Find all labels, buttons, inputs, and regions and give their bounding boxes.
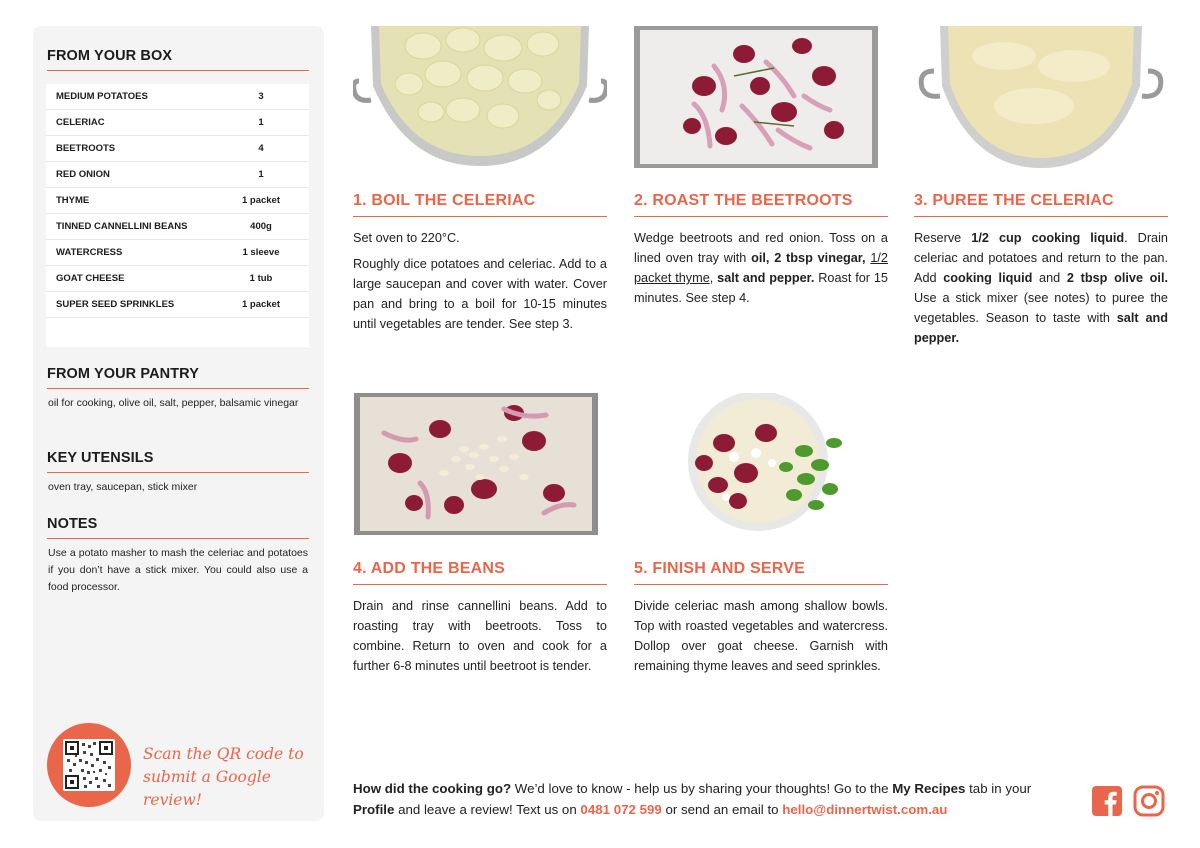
utensils-title: KEY UTENSILS [47, 450, 154, 466]
ingredient-row [46, 214, 309, 240]
my-recipes-label: My Recipes [892, 781, 966, 796]
facebook-icon[interactable] [1091, 785, 1123, 817]
sidebar [33, 26, 324, 821]
ingredient-qty: 3 [258, 91, 264, 102]
ingredient-name: RED ONION [56, 169, 110, 180]
instagram-icon[interactable] [1133, 785, 1165, 817]
ingredient-qty: 1 tub [249, 273, 273, 284]
step-2-title: 2. ROAST THE BEETROOTS [634, 192, 853, 209]
divider [353, 584, 607, 585]
bold-ingredient: 1/2 cup cooking liquid [971, 231, 1125, 245]
phone-link[interactable]: 0481 072 599 [580, 802, 662, 817]
divider [353, 216, 607, 217]
ingredient-row [46, 292, 309, 318]
step-4-title: 4. ADD THE BEANS [353, 560, 505, 577]
ingredient-name: SUPER SEED SPRINKLES [56, 299, 175, 310]
step-2-body [634, 228, 888, 314]
bold-ingredient: 2 tbsp olive oil. [1066, 271, 1168, 285]
step-4-para: Drain and rinse cannellini beans. Add to roasting tray with beetroots. Toss to combine. Return to oven and cook for a further 6-8 minutes until beetroot is tender. [353, 599, 607, 673]
notes-text: Use a potato masher to mash the celeriac and potatoes if you don’t have a stick mixer. You could also use a food processor. [48, 547, 308, 593]
bold-ingredient: salt and pepper. [717, 271, 815, 285]
ingredient-qty: 1 packet [241, 299, 281, 310]
underlined-ingredient: 1/2 packet thyme [634, 251, 888, 285]
divider [47, 70, 309, 71]
step-1-para: Set oven to 220°C. [353, 231, 460, 245]
ingredient-name: TINNED CANNELLINI BEANS [56, 221, 188, 232]
text-run: We’d love to know - help us by sharing your thoughts! Go to the [511, 781, 893, 796]
text-run: and [1032, 271, 1067, 285]
celeriac-puree-photo [914, 26, 1168, 168]
ingredient-qty: 400g [250, 221, 272, 232]
text-run: and leave a review! Text us on [394, 802, 581, 817]
divider [634, 216, 888, 217]
ingredient-qty: 4 [258, 143, 264, 154]
step-1-para: Roughly dice potatoes and celeriac. Add to a large saucepan and cover with water. Cover pan and bring to a boil for 10-15 minutes until vegetables are tender. See step 3. [353, 257, 607, 331]
ingredient-row [46, 136, 309, 162]
ingredient-row [46, 188, 309, 214]
step-5-para: Divide celeriac mash among shallow bowls. Top with roasted vegetables and watercress. Dollop over goat cheese. Garnish with remaining thyme leaves and seed sprinkles. [634, 599, 888, 673]
bold-ingredient: salt and pepper. [914, 311, 1169, 345]
pantry-title: FROM YOUR PANTRY [47, 366, 199, 382]
ingredient-row [46, 266, 309, 292]
divider [47, 472, 309, 473]
divider [47, 388, 309, 389]
text-run: , [709, 271, 718, 285]
text-run: Wedge beetroots and red onion. Toss on a lined oven tray with [634, 231, 888, 265]
text-run: Use a stick mixer (see notes) to puree the vegetables. Season to taste with [914, 291, 1168, 325]
qr-review-note: Scan the QR code to submit a Google review! [143, 745, 304, 809]
finished-dish-photo [634, 393, 878, 535]
text-run: Roast for 15 minutes. See step 4. [634, 271, 888, 305]
ingredient-row [46, 110, 309, 136]
text-run: Reserve [914, 231, 972, 245]
step-1-body [353, 228, 607, 340]
ingredient-row [46, 162, 309, 188]
feedback-footer [353, 778, 1073, 820]
text-run: or send an email to [661, 802, 783, 817]
step-5-title: 5. FINISH AND SERVE [634, 560, 805, 577]
footer-question: How did the cooking go? [353, 781, 512, 796]
profile-label: Profile [353, 802, 395, 817]
divider [914, 216, 1168, 217]
ingredient-name: MEDIUM POTATOES [56, 91, 148, 102]
ingredient-qty: 1 sleeve [242, 247, 280, 258]
roast-beetroots-photo [634, 26, 878, 168]
email-link[interactable]: hello@dinnertwist.com.au [782, 802, 948, 817]
step-3-title: 3. PUREE THE CELERIAC [914, 192, 1114, 209]
qr-code-icon[interactable] [63, 739, 115, 791]
ingredient-qty: 1 [258, 117, 264, 128]
utensils-text: oven tray, saucepan, stick mixer [48, 481, 198, 493]
beans-tray-photo [354, 393, 598, 535]
step-3-body [914, 228, 1168, 354]
divider [47, 538, 309, 539]
ingredient-name: CELERIAC [56, 117, 105, 128]
step-5-body [634, 596, 888, 682]
ingredient-qty: 1 packet [241, 195, 281, 206]
ingredient-name: BEETROOTS [56, 143, 116, 154]
pantry-text: oil for cooking, olive oil, salt, pepper, balsamic vinegar [48, 397, 299, 409]
step-4-body [353, 596, 607, 682]
ingredient-name: THYME [56, 195, 90, 206]
boiling-celeriac-photo [353, 26, 607, 168]
step-1-title: 1. BOIL THE CELERIAC [353, 192, 536, 209]
ingredient-row [46, 240, 309, 266]
bold-ingredient: cooking liquid [943, 271, 1033, 285]
notes-title: NOTES [47, 516, 98, 532]
qr-badge[interactable] [47, 723, 131, 807]
ingredient-name: GOAT CHEESE [56, 273, 125, 284]
ingredient-row [46, 84, 309, 110]
ingredients-table [46, 84, 309, 347]
from-box-title: FROM YOUR BOX [47, 48, 173, 64]
bold-ingredient: oil, 2 tbsp vinegar, [751, 251, 866, 265]
divider [634, 584, 888, 585]
text-run: tab in your [965, 781, 1032, 796]
ingredient-qty: 1 [258, 169, 264, 180]
text-run: . Drain celeriac and potatoes and return to the pan. Add [914, 231, 1168, 285]
ingredient-name: WATERCRESS [56, 247, 123, 258]
